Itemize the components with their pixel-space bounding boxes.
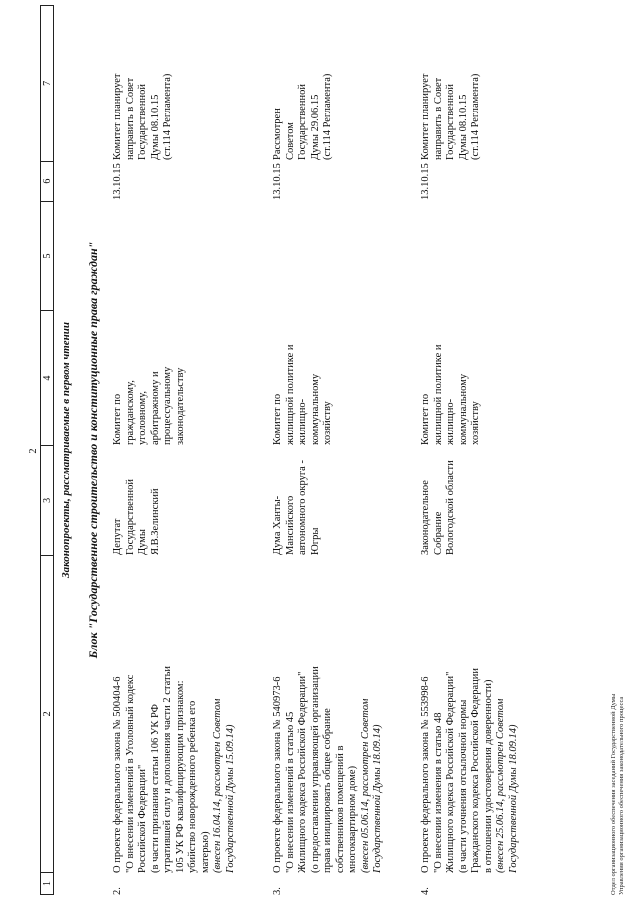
committee-line: арбитражному и — [149, 371, 161, 445]
committee-line: процессуальному — [162, 366, 173, 445]
committee-line: хозяйству — [322, 401, 333, 445]
status-line: Думы 08.10.15 — [457, 94, 469, 160]
column-header-6: 6 — [41, 161, 53, 201]
author-line: Думы — [137, 529, 148, 555]
status-line: Рассмотрен — [272, 108, 283, 160]
table-row — [420, 5, 520, 895]
bill-note-line: Государственной Думы 18.09.14) — [372, 724, 383, 873]
bill-text-line: Жилищного кодекса Российской Федерации" — [445, 671, 456, 873]
status-line: Думы 08.10.15 — [149, 94, 161, 160]
footer-line: Отдел организационного обеспечения заседаний Государственной Думы — [610, 693, 617, 895]
bill-text-line: "О внесении изменений в статью 45 — [284, 711, 296, 873]
status-line: (ст.114 Регламента) — [470, 73, 481, 160]
responsible-committee — [112, 310, 237, 445]
bill-text-line: права инициировать общее собрание — [322, 708, 333, 873]
bill-text-line: 105 УК РФ квалифицирующим признаком: — [174, 680, 186, 873]
column-header-3: 3 — [41, 445, 53, 555]
author-line: Законодательное — [420, 480, 431, 555]
status-line: Думы 29.06.15 — [309, 94, 321, 160]
committee-line: законодательству — [174, 367, 186, 445]
status-line: Комитет планирует — [420, 73, 431, 160]
column-header-7: 7 — [42, 80, 53, 86]
bill-text-line: О проекте федерального закона № 540973-6 — [272, 676, 283, 873]
committee-line: жилищно- — [445, 398, 456, 445]
date-cell: 13.10.15 — [420, 163, 431, 200]
bill-author — [272, 445, 385, 555]
column-5-cell — [272, 200, 385, 310]
committee-line: Комитет по — [272, 393, 283, 445]
row-number: 3. — [272, 887, 283, 895]
responsible-committee — [272, 310, 385, 445]
author-line: Вологодской области — [445, 460, 456, 555]
bill-note-line: (внесен 25.06.14, рассмотрен Советом — [495, 698, 506, 873]
committee-line: Комитет по — [420, 393, 431, 445]
bill-text-line: утратившей силу и дополнения части 2 статьи — [162, 665, 173, 873]
bill-text-line: О проекте федерального закона № 500404-6 — [112, 676, 123, 873]
committee-line: коммунальному — [309, 373, 321, 445]
status-line: (ст.114 Регламента) — [162, 73, 173, 160]
row-number: 2. — [112, 887, 123, 895]
bill-text-line: Гражданского кодекса Российской Федерации — [470, 668, 481, 873]
bill-text-line: (о предоставлении управляющей организации — [309, 666, 321, 873]
status-cell — [272, 5, 385, 160]
bill-note-line: (внесен 16.04.14, рассмотрен Советом — [212, 698, 223, 873]
bill-text-line: Жилищного кодекса Российской Федерации" — [297, 671, 308, 873]
page-number: 2 — [28, 448, 39, 454]
column-header-4: 4 — [41, 310, 53, 445]
row-number: 4. — [420, 887, 431, 895]
committee-line: Комитет по — [112, 393, 123, 445]
bill-text-line: в отношении удостоверения доверенности) — [482, 679, 494, 873]
committee-line: жилищной политике и — [284, 344, 296, 445]
bill-text-line: собственников помещений в — [334, 745, 346, 873]
column-header-2: 2 — [41, 555, 53, 872]
status-line: Государственной — [137, 84, 148, 160]
committee-line: гражданскому, — [124, 380, 136, 445]
status-line: Государственной — [445, 84, 456, 160]
table-row — [112, 5, 237, 895]
bill-note-line: (внесен 05.06.14, рассмотрен Советом — [359, 698, 371, 873]
status-line: Государственной — [297, 84, 308, 160]
bill-author — [112, 445, 237, 555]
committee-line: хозяйству — [470, 401, 481, 445]
bill-note-line: Государственной Думы 18.09.14) — [507, 724, 519, 873]
bill-text-line: (в части уточнения отсылочной нормы — [457, 699, 469, 873]
author-line: Государственной — [124, 479, 136, 555]
footer-department — [610, 694, 626, 895]
bill-note-line: Государственной Думы 15.09.14) — [224, 724, 236, 873]
bill-text-line: матерью) — [199, 831, 211, 873]
author-line: Мансийского — [284, 495, 296, 555]
bill-text-line: "О внесении изменений в Уголовный кодекс — [124, 674, 136, 873]
column-header-5: 5 — [41, 201, 53, 311]
committee-line: уголовному, — [137, 391, 148, 445]
status-line: направить в Совет — [432, 77, 444, 160]
bill-description — [272, 555, 385, 873]
author-line: Дума Ханты- — [272, 495, 283, 555]
responsible-committee — [420, 310, 520, 445]
status-line: (ст.114 Регламента) — [322, 73, 333, 160]
bill-text-line: (в части признания статьи 106 УК РФ — [149, 704, 161, 873]
author-line: Я.В.Зелинский — [149, 488, 161, 555]
author-line: Югры — [309, 527, 321, 555]
status-line: Комитет планирует — [112, 73, 123, 160]
bill-text-line: убийство новорожденного ребенка его — [187, 700, 198, 873]
bill-author — [420, 445, 520, 555]
bill-text-line: Российской Федерации" — [137, 764, 148, 873]
bill-text-line: О проекте федерального закона № 553998-6 — [420, 676, 431, 873]
committee-line: жилищно- — [297, 398, 308, 445]
status-line: Советом — [284, 122, 296, 160]
block-title: Блок "Государственное строительство и конституционные права граждан" — [86, 241, 100, 659]
bill-text-line: многоквартирном доме) — [347, 765, 358, 873]
author-line: автономного округа - — [297, 460, 308, 555]
column-header-row — [40, 5, 54, 895]
bill-description — [420, 555, 520, 873]
date-cell: 13.10.15 — [112, 163, 123, 200]
status-line: направить в Совет — [124, 77, 136, 160]
table-row — [272, 5, 385, 895]
bill-description — [112, 555, 237, 873]
author-line: Собрание — [432, 511, 444, 555]
committee-line: жилищной политике и — [432, 344, 444, 445]
bill-text-line: "О внесении изменения в статью 48 — [432, 712, 444, 873]
column-5-cell — [112, 200, 237, 310]
section-title: Законопроекты, рассматриваемые в первом чтении — [60, 322, 72, 578]
committee-line: коммунальному — [457, 373, 469, 445]
footer-line: Управления организационного обеспечения законодательного процесса — [618, 696, 625, 895]
column-5-cell — [420, 200, 520, 310]
status-cell — [112, 5, 237, 160]
column-header-1: 1 — [41, 872, 53, 894]
author-line: Депутат — [112, 518, 123, 555]
status-cell — [420, 5, 520, 160]
date-cell: 13.10.15 — [272, 163, 283, 200]
